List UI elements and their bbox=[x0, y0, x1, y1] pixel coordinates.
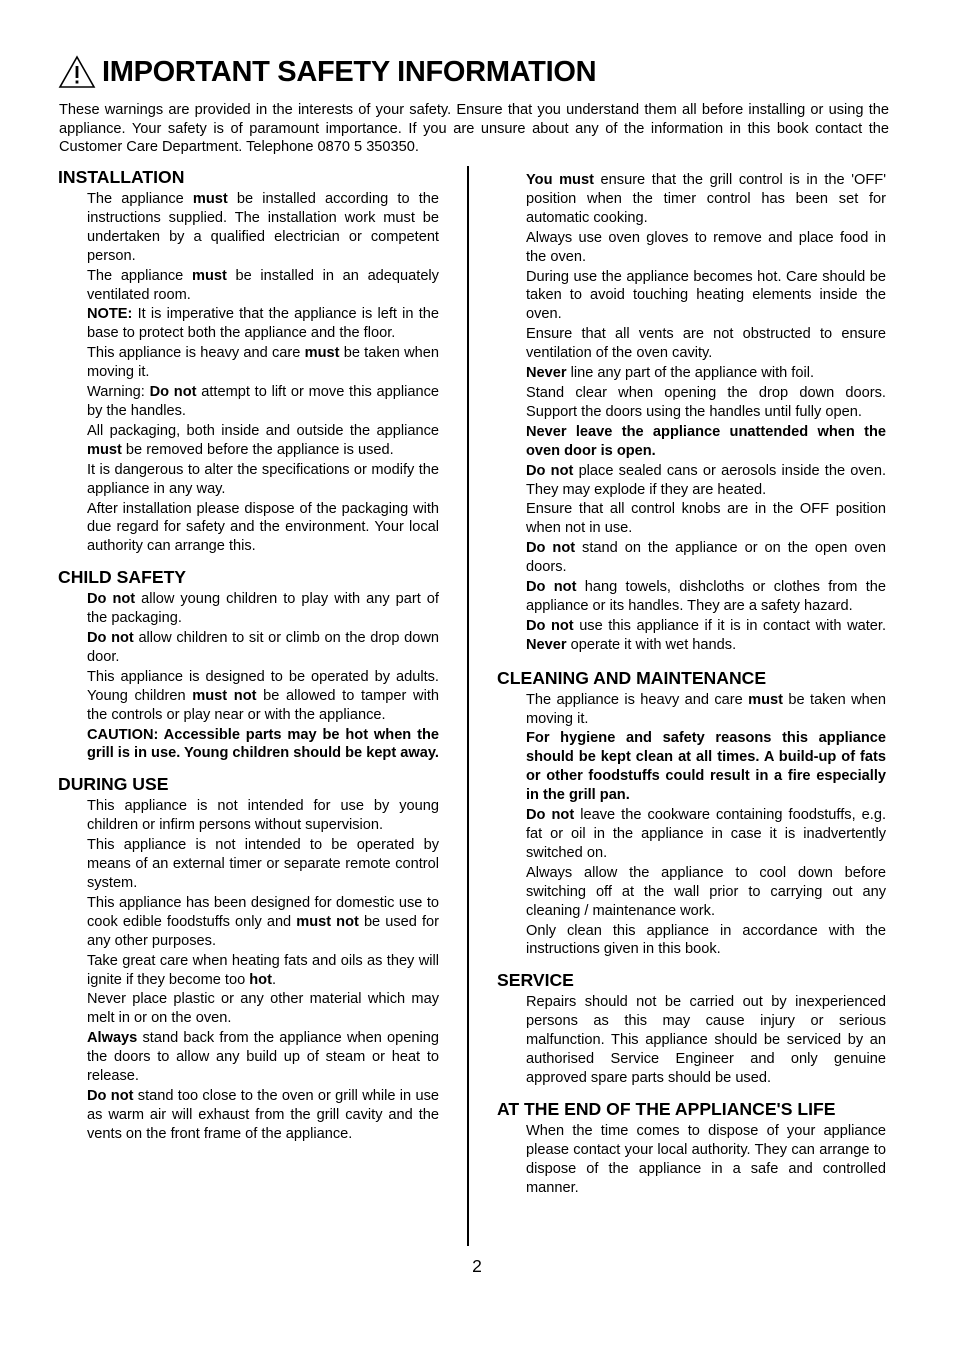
safety-item bbox=[87, 190, 439, 266]
bold-text: must bbox=[87, 441, 122, 458]
bold-text: Do not bbox=[526, 462, 574, 479]
safety-item bbox=[526, 325, 886, 363]
safety-item bbox=[526, 729, 886, 805]
section-during-use bbox=[58, 773, 439, 1143]
safety-item bbox=[526, 423, 886, 461]
text-run: Stand clear when opening the drop down doors. Support the doors using the handles until fully open. bbox=[526, 384, 886, 420]
text-run: allow children to sit or climb on the drop down door. bbox=[87, 630, 439, 665]
safety-item bbox=[87, 1029, 439, 1086]
bold-text: For hygiene and safety reasons this appliance should be kept clean at all times. A build-up of fats or other foodstuffs could result in a fire especially in the grill pan. bbox=[526, 730, 886, 804]
text-run: place sealed cans or aerosols inside the oven. They may explode if they are heated. bbox=[526, 462, 886, 498]
text-run: be installed in an adequately ventilated room. bbox=[87, 267, 439, 303]
bold-text: Do not bbox=[526, 540, 576, 557]
text-run: Ensure that all control knobs are in the OFF position when not in use. bbox=[526, 501, 886, 537]
bold-text: hot bbox=[249, 971, 272, 988]
bold-text: NOTE: bbox=[87, 306, 133, 323]
safety-item bbox=[526, 806, 886, 863]
text-run: be taken when moving it. bbox=[87, 345, 439, 381]
safety-item bbox=[526, 384, 886, 422]
text-run: Only clean this appliance in accordance with the instructions given in this book. bbox=[526, 922, 886, 958]
text-run: It is dangerous to alter the specifications or modify the appliance in any way. bbox=[87, 461, 439, 497]
text-run: ensure that the grill control is in the 'OFF' position when the timer control has been set for automatic cooking. bbox=[526, 172, 887, 226]
text-run: stand too close to the oven or grill while in use as warm air will exhaust from the grill cavity and the vents on the front frame of the appliance. bbox=[87, 1087, 439, 1142]
text-run: Ensure that all vents are not obstructed to ensure ventilation of the oven cavity. bbox=[526, 326, 886, 362]
text-run: This appliance is heavy and care bbox=[87, 345, 305, 362]
safety-item bbox=[526, 171, 886, 228]
text-run: During use the appliance becomes hot. Care should be taken to avoid touching heating elements inside the oven. bbox=[526, 268, 886, 323]
safety-item bbox=[526, 364, 886, 383]
page-number: 2 bbox=[472, 1256, 482, 1276]
text-run: Warning: bbox=[87, 384, 150, 401]
safety-item bbox=[87, 726, 439, 764]
section-items bbox=[87, 190, 439, 556]
bold-text: Do not bbox=[87, 591, 136, 608]
bold-text: Do not bbox=[87, 630, 134, 647]
bold-text: must bbox=[748, 691, 784, 708]
section-heading: SERVICE bbox=[497, 970, 574, 991]
bold-text: Never leave the appliance unattended when the oven door is open. bbox=[526, 423, 886, 459]
bold-text: Do not bbox=[526, 807, 575, 824]
safety-item bbox=[526, 578, 886, 616]
section-items bbox=[526, 691, 886, 960]
bold-text: Do not bbox=[526, 579, 577, 596]
text-run: stand on the appliance or on the open oven doors. bbox=[526, 540, 886, 576]
bold-text: CAUTION: Accessible parts may be hot when the grill is in use. Young children should be kept away. bbox=[87, 726, 439, 762]
section-child-safety bbox=[58, 566, 439, 763]
intro-paragraph: These warnings are provided in the interests of your safety. Ensure that you understand them all before installing or using the appliance. Your safety is of paramount importance. If you are unsure about any of the information in this book contact the Customer Care Department. Telephone 0870 5 350350. bbox=[59, 102, 889, 155]
text-run: This appliance is not intended to be operated by means of an external timer or separate remote control system. bbox=[87, 837, 439, 891]
column-divider bbox=[467, 166, 469, 1246]
bold-text: must not bbox=[192, 687, 257, 704]
text-run: line any part of the appliance with foil. bbox=[566, 365, 815, 382]
text-run: be allowed to tamper with the controls or play near or with the appliance. bbox=[87, 687, 439, 723]
safety-item bbox=[87, 461, 439, 499]
page-header bbox=[58, 52, 596, 92]
left-column bbox=[58, 166, 439, 1154]
section-heading: AT THE END OF THE APPLIANCE'S LIFE bbox=[497, 1098, 836, 1119]
bold-text: Always bbox=[87, 1030, 138, 1047]
bold-text: Do not bbox=[149, 384, 197, 401]
section-heading: CHILD SAFETY bbox=[58, 567, 187, 588]
bold-text: Do not bbox=[87, 1087, 134, 1104]
safety-item bbox=[87, 1087, 439, 1144]
safety-item bbox=[87, 668, 439, 725]
section-items bbox=[87, 797, 439, 1143]
section-items bbox=[526, 993, 886, 1088]
text-run: The appliance bbox=[87, 267, 192, 284]
section-heading: DURING USE bbox=[58, 774, 169, 795]
safety-item bbox=[87, 267, 439, 305]
safety-item bbox=[87, 990, 439, 1028]
text-run: stand back from the appliance when opening the doors to allow any build up of steam or heat to release. bbox=[87, 1030, 439, 1085]
text-run: Take great care when heating fats and oils as they will ignite if they become too bbox=[87, 952, 439, 988]
safety-item bbox=[526, 268, 886, 325]
safety-item bbox=[526, 1122, 886, 1198]
page-title: IMPORTANT SAFETY INFORMATION bbox=[102, 55, 597, 88]
bold-text: Never bbox=[526, 636, 567, 653]
safety-item bbox=[87, 344, 439, 382]
text-run: leave the cookware containing foodstuffs, e.g. fat or oil in the appliance in case it is inadvertently switched on. bbox=[526, 807, 886, 861]
safety-item bbox=[87, 797, 439, 835]
text-run: operate it with wet hands. bbox=[566, 636, 737, 653]
section-installation bbox=[58, 166, 439, 556]
bold-text: must not bbox=[296, 913, 359, 930]
text-run: It is imperative that the appliance is left in the base to protect both the appliance and the floor. bbox=[87, 306, 439, 342]
text-run: allow young children to play with any part of the packaging. bbox=[87, 591, 439, 627]
section-items bbox=[526, 1122, 886, 1198]
safety-item bbox=[526, 617, 886, 655]
section-service bbox=[497, 969, 886, 1088]
section-cleaning-and-maintenance bbox=[497, 667, 886, 960]
text-run: This appliance is not intended for use by young children or infirm persons without supervision. bbox=[87, 798, 439, 834]
text-run: Always allow the appliance to cool down before switching off at the wall prior to carrying out any cleaning / maintenance work. bbox=[526, 864, 886, 919]
section-heading: CLEANING AND MAINTENANCE bbox=[497, 667, 767, 688]
safety-item bbox=[526, 462, 886, 500]
safety-item bbox=[87, 383, 439, 421]
text-run: The appliance is heavy and care bbox=[526, 691, 749, 708]
text-run: be taken when moving it. bbox=[526, 691, 886, 727]
text-run: be used for any other purposes. bbox=[87, 913, 439, 949]
text-run: attempt to lift or move this appliance by the handles. bbox=[87, 384, 439, 419]
safety-item bbox=[526, 500, 886, 538]
safety-item bbox=[87, 500, 439, 557]
text-run: When the time comes to dispose of your appliance please contact your local authority. They can arrange to dispose of the appliance in a safe and controlled manner. bbox=[526, 1122, 886, 1196]
bold-text: Never bbox=[526, 365, 567, 382]
section-at-the-end-of-the-appliance-s-life bbox=[497, 1098, 886, 1198]
bold-text: must bbox=[304, 345, 340, 362]
section-heading: INSTALLATION bbox=[58, 167, 185, 187]
safety-item bbox=[526, 691, 886, 729]
text-run: After installation please dispose of the packaging with due regard for safety and the environment. Your local authority can arrange this. bbox=[87, 500, 439, 555]
text-run: use this appliance if it is in contact with water. bbox=[573, 617, 886, 634]
safety-item bbox=[87, 422, 439, 460]
bold-text: Do not bbox=[526, 617, 574, 634]
text-run: Never place plastic or any other material which may melt in or on the oven. bbox=[87, 991, 439, 1027]
safety-item bbox=[526, 229, 886, 267]
warning-triangle-icon bbox=[58, 55, 96, 89]
safety-item bbox=[526, 922, 886, 960]
text-run: be removed before the appliance is used. bbox=[121, 441, 394, 458]
bold-text: You must bbox=[526, 172, 594, 188]
text-run: Repairs should not be carried out by inexperienced persons as this may cause injury or serious malfunction. This appliance should be serviced by an authorised Service Engineer and only genuine approved spare parts should be used. bbox=[526, 994, 886, 1086]
safety-item bbox=[87, 629, 439, 667]
safety-item bbox=[87, 894, 439, 951]
text-run: All packaging, both inside and outside the appliance bbox=[87, 422, 439, 439]
during-use-continued bbox=[526, 171, 886, 655]
text-run: . bbox=[271, 971, 277, 988]
text-run: This appliance is designed to be operated by adults. Young children bbox=[87, 668, 439, 704]
text-run: be installed according to the instructions supplied. The installation work must be undertaken by a qualified electrician or competent person. bbox=[87, 191, 439, 264]
safety-item bbox=[526, 539, 886, 577]
right-column bbox=[497, 166, 886, 1208]
section-items bbox=[87, 590, 439, 763]
safety-item bbox=[87, 952, 439, 990]
text-run: Always use oven gloves to remove and place food in the oven. bbox=[526, 229, 886, 265]
bold-text: must bbox=[192, 191, 228, 207]
text-run: The appliance bbox=[87, 191, 193, 207]
bold-text: must bbox=[191, 267, 227, 284]
text-run: This appliance has been designed for domestic use to cook edible foodstuffs only and bbox=[87, 894, 439, 930]
safety-item bbox=[87, 590, 439, 628]
safety-item bbox=[87, 836, 439, 893]
safety-item bbox=[526, 993, 886, 1088]
safety-item bbox=[526, 864, 886, 921]
safety-item bbox=[87, 305, 439, 343]
text-run: hang towels, dishcloths or clothes from the appliance or its handles. They are a safety hazard. bbox=[526, 579, 887, 614]
